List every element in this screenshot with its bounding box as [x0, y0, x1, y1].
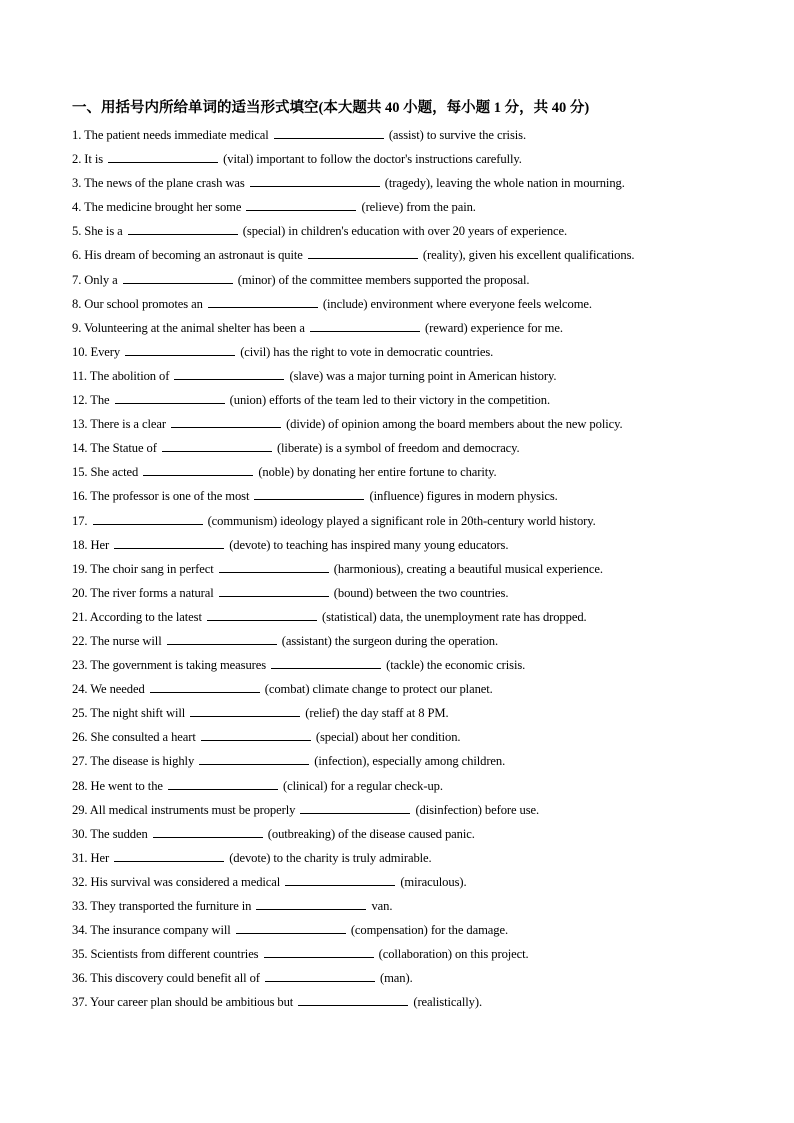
- answer-blank[interactable]: [298, 992, 408, 1006]
- question-item: [72, 511, 762, 535]
- question-text-before: 19. The choir sang in perfect: [72, 561, 214, 576]
- question-text-before: 11. The abolition of: [72, 368, 170, 383]
- question-text-before: 17.: [72, 513, 88, 528]
- question-item: [72, 824, 762, 848]
- question-text-after: (compensation) for the damage.: [350, 923, 508, 938]
- question-text-after: (communism) ideology played a significant role in 20th-century world history.: [207, 513, 596, 528]
- question-text-after: (devote) to teaching has inspired many young educators.: [229, 537, 509, 552]
- question-item: [72, 800, 762, 824]
- question-text-before: 12. The: [72, 393, 110, 408]
- question-text-before: 30. The sudden: [72, 826, 148, 841]
- question-item: [72, 197, 762, 221]
- question-item: [72, 776, 762, 800]
- question-item: [72, 679, 762, 703]
- answer-blank[interactable]: [171, 414, 281, 428]
- question-text-before: 3. The news of the plane crash was: [72, 176, 245, 191]
- question-text-before: 24. We needed: [72, 682, 145, 697]
- question-item: [72, 173, 762, 197]
- question-text-before: 9. Volunteering at the animal shelter has been a: [72, 320, 305, 335]
- question-text-before: 28. He went to the: [72, 778, 163, 793]
- question-item: [72, 245, 762, 269]
- answer-blank[interactable]: [167, 631, 277, 645]
- question-text-after: (clinical) for a regular check-up.: [283, 778, 443, 793]
- answer-blank[interactable]: [308, 245, 418, 259]
- question-text-before: 2. It is: [72, 152, 104, 167]
- question-text-before: 13. There is a clear: [72, 417, 166, 432]
- answer-blank[interactable]: [93, 511, 203, 525]
- question-item: [72, 535, 762, 559]
- answer-blank[interactable]: [271, 655, 381, 669]
- answer-blank[interactable]: [250, 173, 380, 187]
- question-text-after: (infection), especially among children.: [314, 754, 506, 769]
- question-text-before: 36. This discovery could benefit all of: [72, 971, 260, 986]
- question-item: [72, 438, 762, 462]
- question-text-before: 10. Every: [72, 344, 121, 359]
- question-text-before: 25. The night shift will: [72, 706, 186, 721]
- question-item: [72, 703, 762, 727]
- question-text-before: 31. Her: [72, 850, 110, 865]
- question-item: [72, 896, 762, 920]
- question-text-after: (vital) important to follow the doctor's instructions carefully.: [223, 152, 522, 167]
- question-item: [72, 872, 762, 896]
- question-item: [72, 462, 762, 486]
- question-text-after: (influence) figures in modern physics.: [369, 489, 558, 504]
- question-item: [72, 294, 762, 318]
- question-text-after: (tragedy), leaving the whole nation in mourning.: [384, 176, 625, 191]
- question-item: [72, 390, 762, 414]
- answer-blank[interactable]: [123, 270, 233, 284]
- question-text-after: (man).: [380, 971, 413, 986]
- question-text-before: 18. Her: [72, 537, 110, 552]
- question-item: [72, 968, 762, 992]
- answer-blank[interactable]: [125, 342, 235, 356]
- answer-blank[interactable]: [300, 800, 410, 814]
- question-item: [72, 342, 762, 366]
- question-text-after: (divide) of opinion among the board members about the new policy.: [286, 417, 623, 432]
- answer-blank[interactable]: [208, 294, 318, 308]
- answer-blank[interactable]: [114, 848, 224, 862]
- answer-blank[interactable]: [174, 366, 284, 380]
- question-text-before: 29. All medical instruments must be properly: [72, 802, 296, 817]
- question-text-after: (tackle) the economic crisis.: [386, 658, 526, 673]
- question-text-before: 21. According to the latest: [72, 609, 202, 624]
- question-text-after: (assistant) the surgeon during the operation.: [281, 633, 499, 648]
- question-text-after: (reality), given his excellent qualifications.: [422, 248, 635, 263]
- question-text-after: (include) environment where everyone feels welcome.: [322, 296, 592, 311]
- question-list: [72, 125, 762, 1016]
- answer-blank[interactable]: [207, 607, 317, 621]
- question-text-before: 22. The nurse will: [72, 633, 162, 648]
- question-item: [72, 318, 762, 342]
- question-text-before: 16. The professor is one of the most: [72, 489, 250, 504]
- question-item: [72, 270, 762, 294]
- question-text-after: (combat) climate change to protect our planet.: [264, 682, 493, 697]
- question-text-before: 23. The government is taking measures: [72, 658, 267, 673]
- answer-blank[interactable]: [190, 703, 300, 717]
- question-item: [72, 920, 762, 944]
- answer-blank[interactable]: [265, 968, 375, 982]
- question-text-before: 15. She acted: [72, 465, 139, 480]
- question-text-after: (statistical) data, the unemployment rate has dropped.: [321, 609, 587, 624]
- answer-blank[interactable]: [168, 776, 278, 790]
- question-item: [72, 583, 762, 607]
- question-text-before: 7. Only a: [72, 272, 118, 287]
- question-text-after: (harmonious), creating a beautiful musical experience.: [333, 561, 603, 576]
- answer-blank[interactable]: [264, 944, 374, 958]
- answer-blank[interactable]: [236, 920, 346, 934]
- question-text-after: (miraculous).: [400, 874, 467, 889]
- question-text-before: 1. The patient needs immediate medical: [72, 128, 269, 142]
- question-item: [72, 607, 762, 631]
- answer-blank[interactable]: [128, 221, 238, 235]
- question-item: [72, 848, 762, 872]
- question-text-before: 32. His survival was considered a medical: [72, 874, 281, 889]
- question-text-before: 20. The river forms a natural: [72, 585, 214, 600]
- question-text-before: 6. His dream of becoming an astronaut is quite: [72, 248, 303, 263]
- answer-blank[interactable]: [219, 583, 329, 597]
- question-text-before: 35. Scientists from different countries: [72, 947, 259, 962]
- question-text-after: (civil) has the right to vote in democratic countries.: [240, 344, 494, 359]
- question-text-after: (slave) was a major turning point in American history.: [289, 368, 557, 383]
- question-item: [72, 631, 762, 655]
- answer-blank[interactable]: [219, 559, 329, 573]
- question-text-after: (outbreaking) of the disease caused panic.: [267, 826, 475, 841]
- question-item: [72, 149, 762, 173]
- question-text-before: 8. Our school promotes an: [72, 296, 203, 311]
- question-text-after: (reward) experience for me.: [425, 320, 563, 335]
- answer-blank[interactable]: [201, 727, 311, 741]
- question-text-before: 27. The disease is highly: [72, 754, 195, 769]
- question-item: [72, 414, 762, 438]
- question-text-after: (special) in children's education with over 20 years of experience.: [242, 224, 568, 239]
- question-text-before: 4. The medicine brought her some: [72, 200, 242, 215]
- question-text-after: (collaboration) on this project.: [378, 947, 529, 962]
- question-item: [72, 125, 762, 149]
- answer-blank[interactable]: [310, 318, 420, 332]
- question-text-before: 5. She is a: [72, 224, 123, 239]
- question-text-before: 26. She consulted a heart: [72, 730, 196, 745]
- answer-blank[interactable]: [114, 535, 224, 549]
- question-text-before: 33. They transported the furniture in: [72, 899, 252, 913]
- answer-blank[interactable]: [143, 462, 253, 476]
- question-item: [72, 751, 762, 775]
- answer-blank[interactable]: [256, 896, 366, 910]
- question-text-after: (noble) by donating her entire fortune to charity.: [258, 465, 497, 480]
- question-text-after: (relief) the day staff at 8 PM.: [305, 706, 449, 721]
- answer-blank[interactable]: [153, 824, 263, 838]
- answer-blank[interactable]: [108, 149, 218, 163]
- question-item: [72, 727, 762, 751]
- question-item: [72, 559, 762, 583]
- answer-blank[interactable]: [285, 872, 395, 886]
- answer-blank[interactable]: [162, 438, 272, 452]
- answer-blank[interactable]: [150, 679, 260, 693]
- question-text-after: van.: [371, 899, 393, 913]
- question-item: [72, 366, 762, 390]
- question-item: [72, 221, 762, 245]
- question-text-before: 14. The Statue of: [72, 441, 157, 456]
- question-item: [72, 944, 762, 968]
- question-item: [72, 992, 762, 1016]
- answer-blank[interactable]: [274, 125, 384, 139]
- question-text-after: (realistically).: [413, 995, 483, 1010]
- question-text-before: 37. Your career plan should be ambitious but: [72, 995, 294, 1010]
- question-text-after: (special) about her condition.: [315, 730, 461, 745]
- question-text-after: (devote) to the charity is truly admirable.: [229, 850, 432, 865]
- question-text-after: (relieve) from the pain.: [361, 200, 476, 215]
- question-text-after: (assist) to survive the crisis.: [388, 128, 526, 142]
- section-heading: 一、用括号内所给单词的适当形式填空(本大题共 40 小题，每小题 1 分，共 40 分): [72, 100, 590, 116]
- question-item: [72, 486, 762, 510]
- question-text-after: (minor) of the committee members supported the proposal.: [237, 272, 530, 287]
- question-text-after: (disinfection) before use.: [415, 802, 540, 817]
- answer-blank[interactable]: [246, 197, 356, 211]
- answer-blank[interactable]: [199, 751, 309, 765]
- answer-blank[interactable]: [115, 390, 225, 404]
- question-text-after: (liberate) is a symbol of freedom and democracy.: [276, 441, 520, 456]
- question-text-before: 34. The insurance company will: [72, 923, 231, 938]
- question-text-after: (bound) between the two countries.: [333, 585, 509, 600]
- question-text-after: (union) efforts of the team led to their victory in the competition.: [229, 393, 550, 408]
- answer-blank[interactable]: [254, 486, 364, 500]
- question-item: [72, 655, 762, 679]
